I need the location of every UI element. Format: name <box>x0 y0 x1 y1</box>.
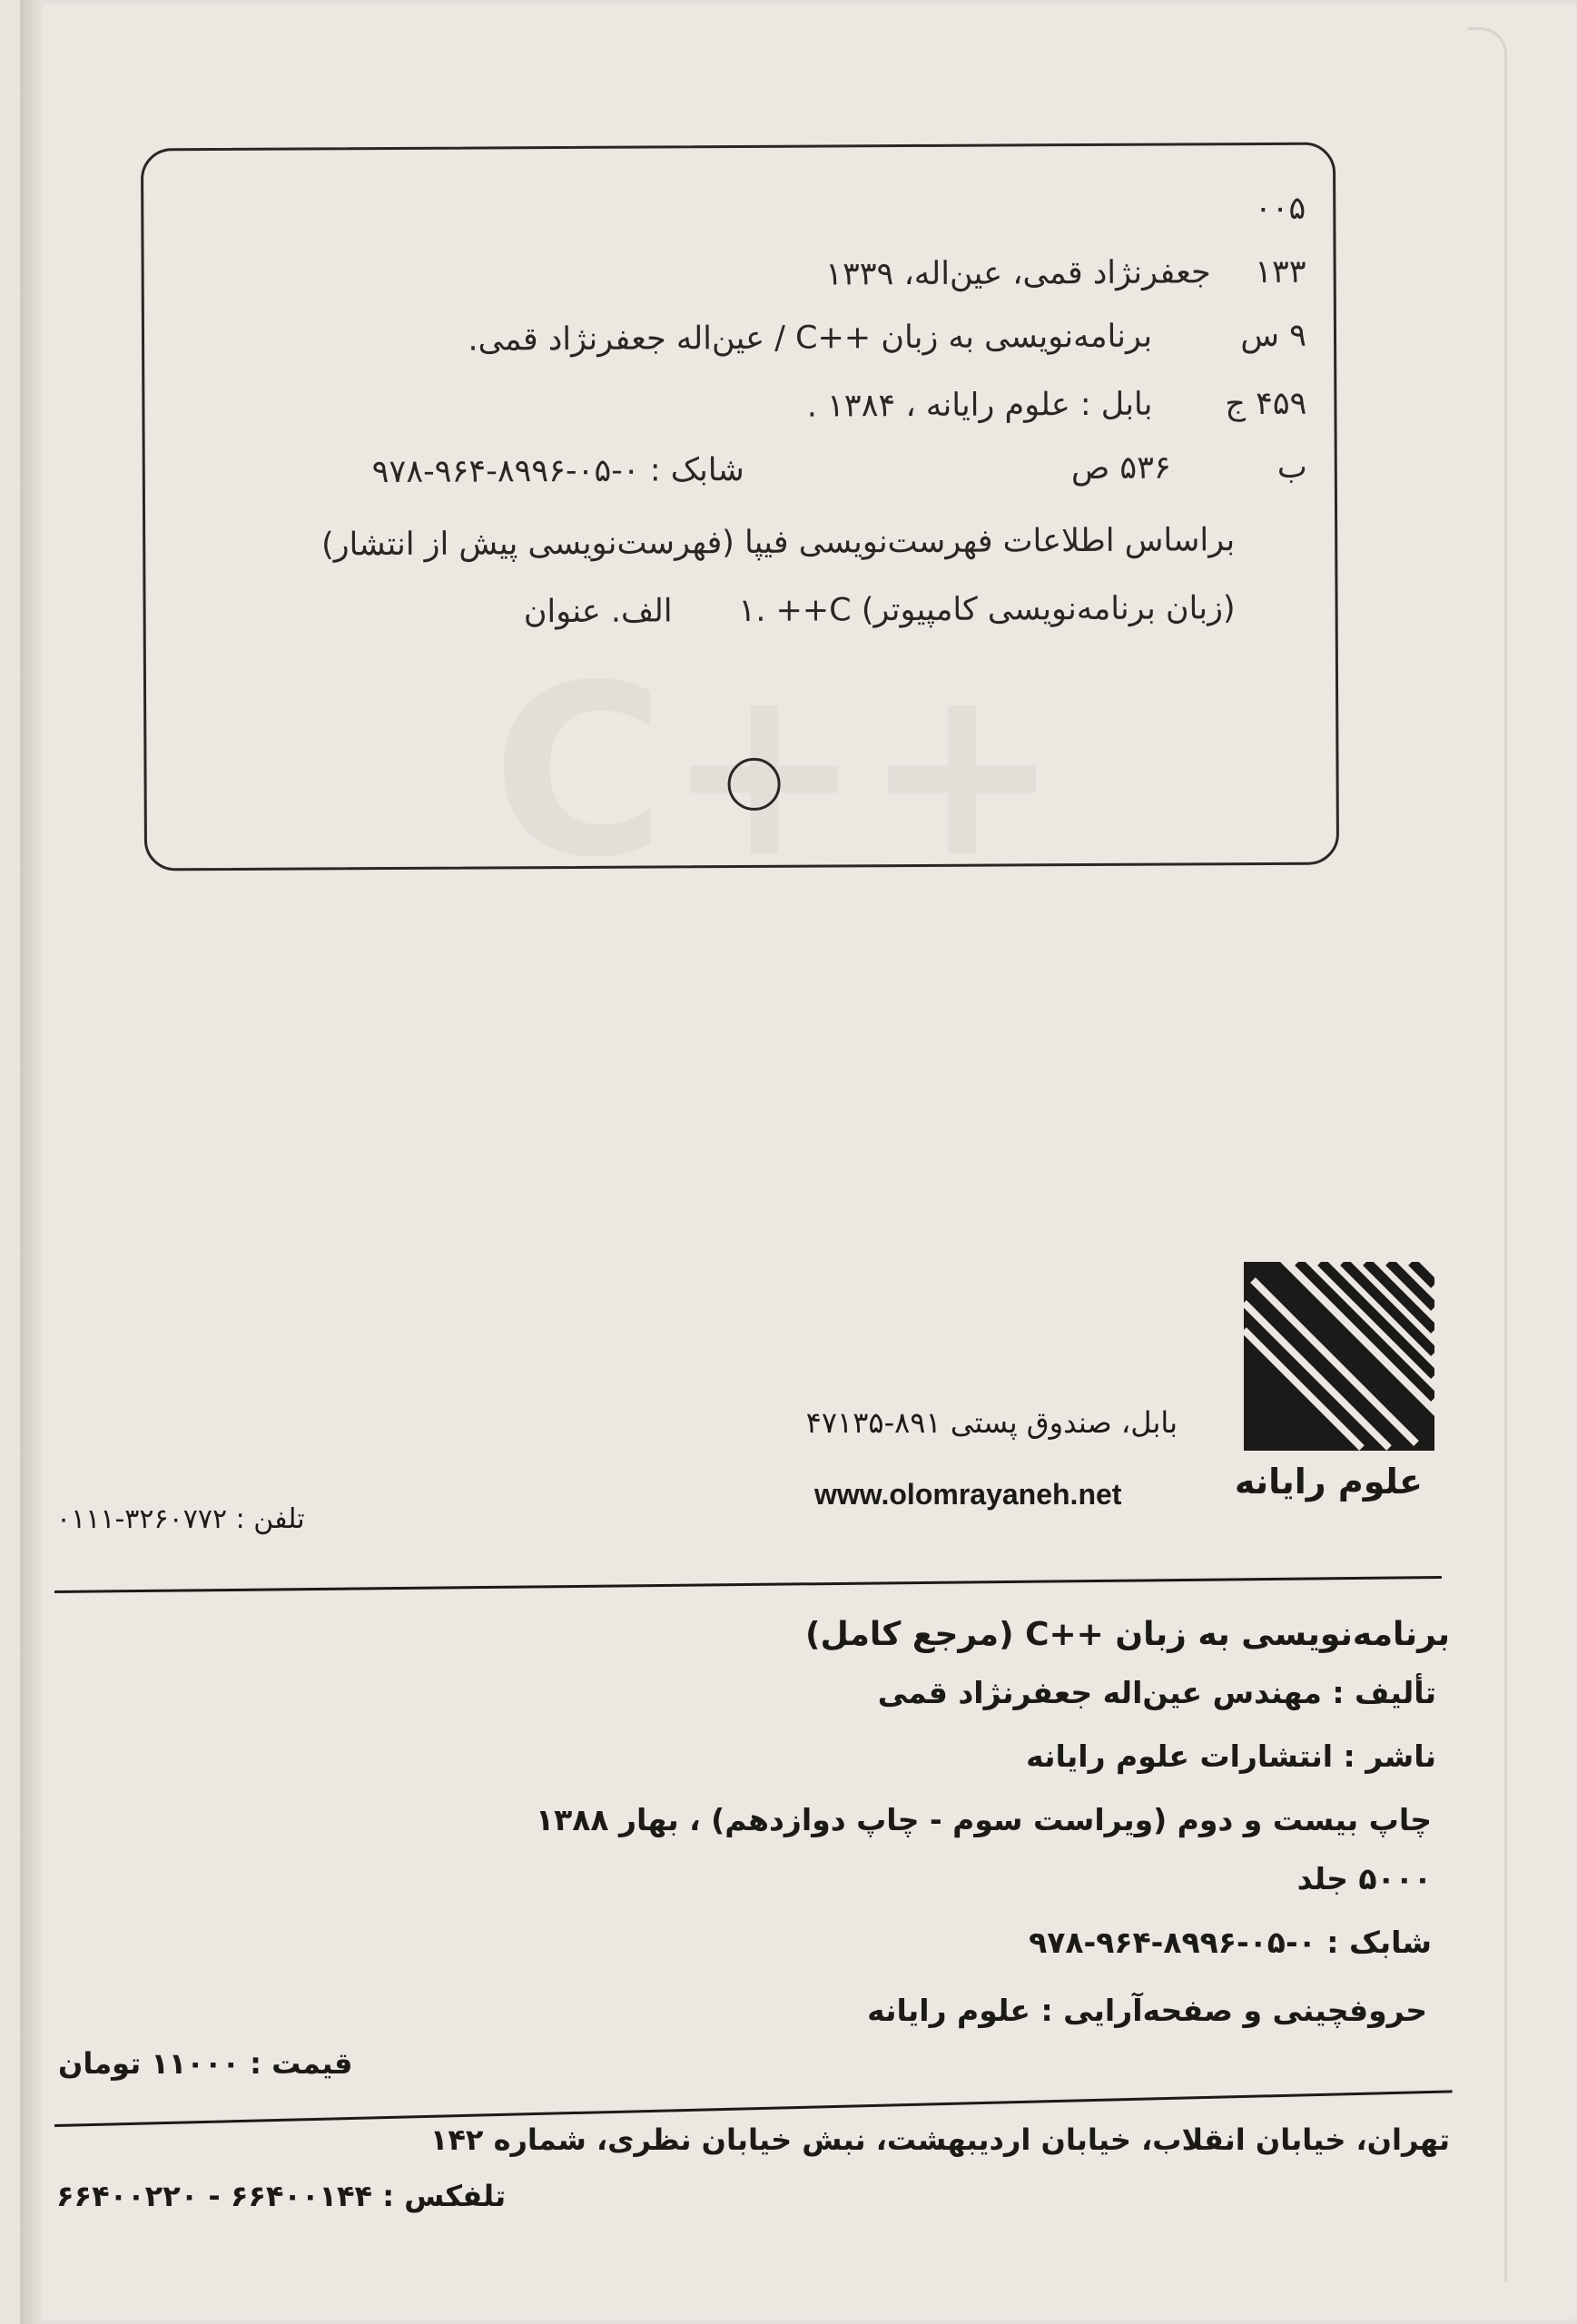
page-gutter <box>20 0 42 2324</box>
footer-address: تهران، خیابان انقلاب، خیابان اردیبهشت، نبش خیابان نظری، شماره ۱۴۲ <box>429 2122 1450 2157</box>
publisher-po-box: بابل، صندوق پستی ۸۹۱-۴۷۱۳۵ <box>805 1405 1178 1440</box>
imprint-author: تألیف : مهندس عین‌اله جعفرنژاد قمی <box>877 1675 1436 1710</box>
imprint-publisher: ناشر : انتشارات علوم رایانه <box>1026 1738 1436 1774</box>
imprint-price: قیمت : ۱۱۰۰۰ تومان <box>58 2046 353 2081</box>
card-pages: ۵۳۶ ص <box>1070 449 1171 487</box>
imprint-typesetting: حروفچینی و صفحه‌آرایی : علوم رایانه <box>867 1993 1427 2028</box>
imprint-book-title: برنامه‌نویسی به زبان ++C (مرجع کامل) <box>805 1616 1450 1653</box>
card-code-5: ب <box>1276 448 1307 486</box>
publisher-name: علوم رایانه <box>1234 1462 1423 1502</box>
catalog-card <box>141 143 1339 872</box>
card-code-1: ۰۰۵ <box>1254 190 1306 228</box>
publisher-logo-icon <box>1244 1262 1434 1451</box>
show-through-watermark: C++ <box>492 635 1061 910</box>
divider-top <box>54 1576 1442 1593</box>
card-fipa-note: براساس اطلاعات فهرست‌نویسی فیپا (فهرست‌نویسی پیش از انتشار) <box>320 522 1236 564</box>
card-code-2: ۱۳۳ <box>1255 253 1306 291</box>
page-border-decoration <box>1468 27 1507 2281</box>
card-punch-hole-icon <box>727 758 780 811</box>
divider-bottom <box>54 2090 1453 2127</box>
card-imprint-entry: بابل : علوم رایانه ، ۱۳۸۴ . <box>806 386 1153 425</box>
card-title-entry: برنامه‌نویسی به زبان ++C / عین‌اله جعفرنژاد قمی. <box>468 318 1153 359</box>
card-author-entry: جعفرنژاد قمی، عین‌اله، ۱۳۳۹ <box>825 254 1211 293</box>
card-isbn: شابک : ۰-۰۵-۸۹۹۶-۹۶۴-۹۷۸ <box>371 451 744 491</box>
card-title-heading: الف. عنوان <box>523 593 673 631</box>
imprint-isbn: شابک : ۰-۰۵-۸۹۹۶-۹۶۴-۹۷۸ <box>1029 1925 1432 1960</box>
footer-telefax: تلفکس : ۶۶۴۰۰۱۴۴ - ۶۶۴۰۰۲۲۰ <box>56 2179 507 2213</box>
publisher-website-link[interactable]: www.olomrayaneh.net <box>814 1478 1122 1511</box>
card-code-4: ۴۵۹ ج <box>1225 385 1307 423</box>
card-code-3: ۹ س <box>1240 317 1307 355</box>
imprint-edition: چاپ بیست و دوم (ویراست سوم - چاپ دوازدهم) ، بهار ۱۳۸۸ <box>535 1802 1432 1837</box>
book-page <box>20 0 1577 2324</box>
publisher-phone: تلفن : ۳۲۶۰۷۷۲-۰۱۱۱ <box>56 1503 305 1535</box>
card-subject: ۱. ++C (زبان برنامه‌نویسی کامپیوتر) <box>738 590 1236 630</box>
imprint-copies: ۵۰۰۰ جلد <box>1296 1861 1432 1896</box>
